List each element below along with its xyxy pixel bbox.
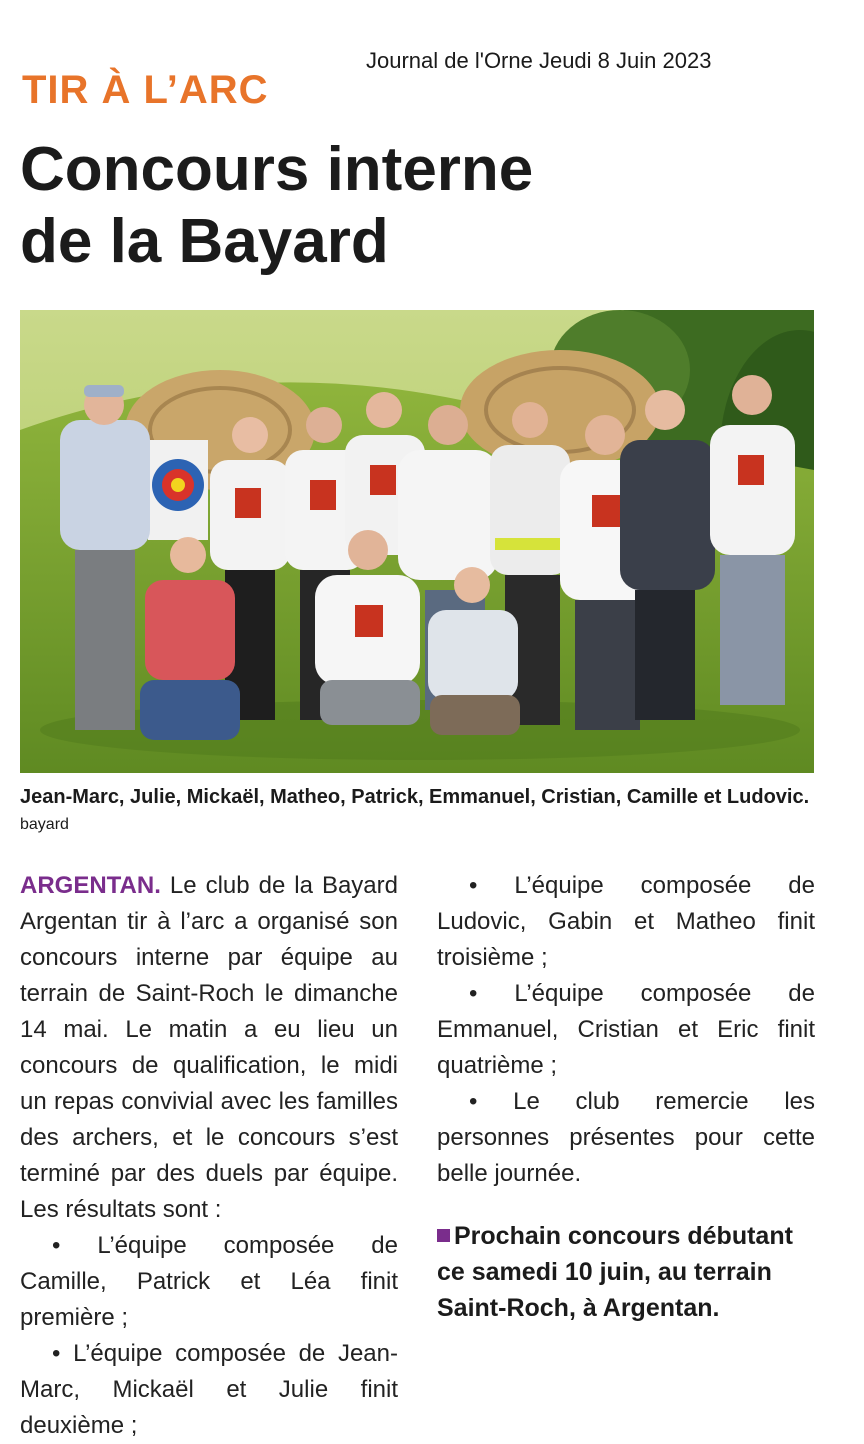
article-column-left	[20, 868, 398, 1444]
result-item: • L’équipe composée de Emmanuel, Cristian et Eric finit quatrième ;	[437, 980, 815, 1079]
intro-text: Le club de la Bayard Argentan tir à l’arc a organisé son concours interne par équipe au terrain de Saint-Roch le dimanche 14 mai. Le matin a eu lieu un concours de qualification, le midi un repas convivial avec les familles des archers, et le concours s’est terminé par des duels par équipe. Les résultats sont :	[20, 872, 398, 1223]
result-item: • Le club remercie les personnes présentes pour cette belle journée.	[437, 1088, 815, 1187]
section-rubric: TIR À L’ARC	[22, 68, 269, 112]
photo-credit: bayard	[20, 816, 69, 833]
caption-text: Jean-Marc, Julie, Mickaël, Matheo, Patrick, Emmanuel, Cristian, Camille et Ludovic.	[20, 786, 810, 808]
result-item: • L’équipe composée de Camille, Patrick et Léa finit première ;	[20, 1232, 398, 1331]
next-event	[437, 1218, 815, 1326]
team-photo	[20, 310, 814, 773]
article-column-right	[437, 868, 815, 1326]
headline-line-1: Concours interne	[20, 135, 534, 204]
next-event-text: Prochain concours débutant ce samedi 10 juin, au terrain Saint-Roch, à Argentan.	[437, 1222, 793, 1322]
result-item: • L’équipe composée de Ludovic, Gabin et Matheo finit troisième ;	[437, 872, 815, 971]
intro-paragraph	[20, 868, 398, 1228]
headline-line-2: de la Bayard	[20, 207, 389, 276]
photo-caption	[20, 784, 820, 838]
dateline: ARGENTAN.	[20, 872, 161, 899]
headline	[20, 134, 533, 278]
publication-line: Journal de l'Orne Jeudi 8 Juin 2023	[366, 48, 712, 73]
square-bullet-icon	[437, 1229, 450, 1242]
result-item: • L’équipe composée de Jean-Marc, Mickaël et Julie finit deuxième ;	[20, 1340, 398, 1439]
